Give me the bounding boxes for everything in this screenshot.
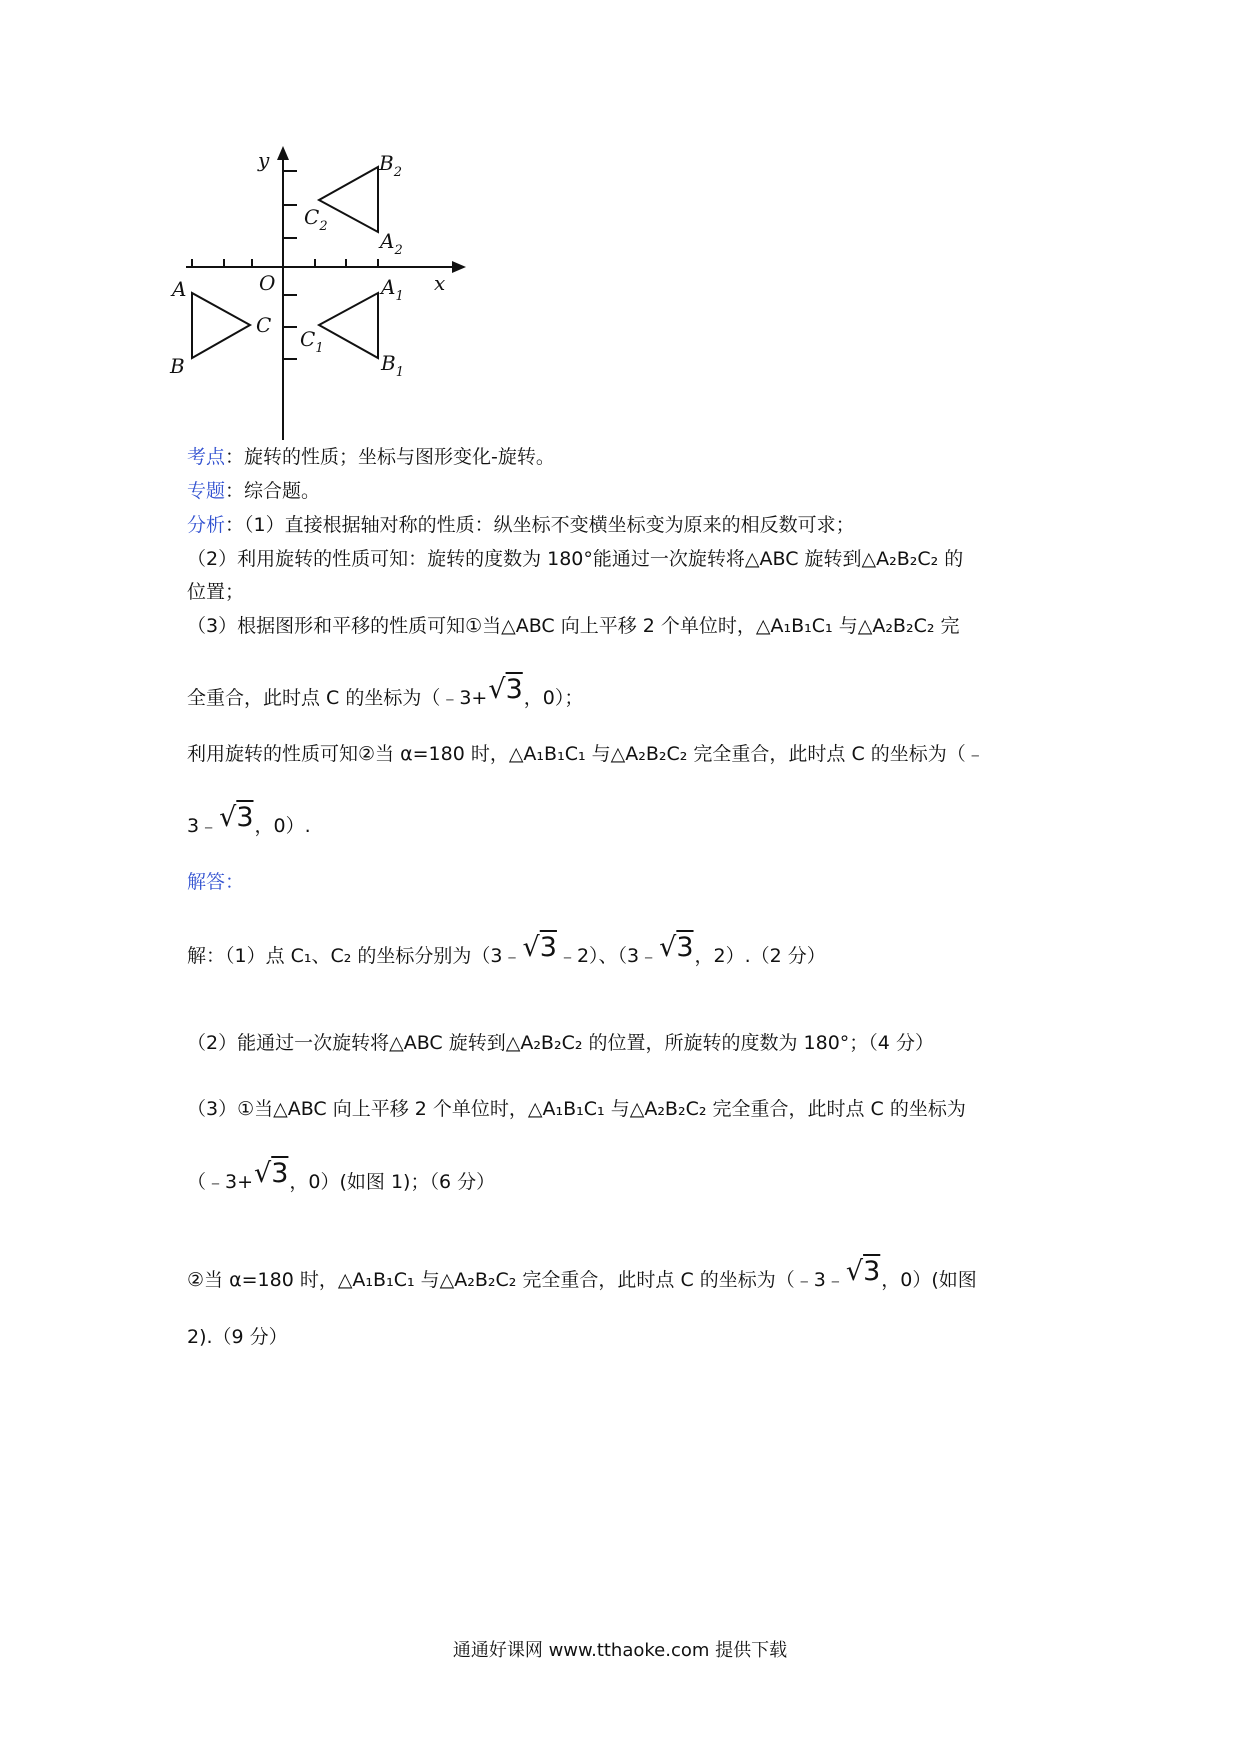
kaodian-text: ：旋转的性质；坐标与图形变化-旋转。 <box>225 446 555 468</box>
kaodian-line <box>187 445 555 469</box>
label-a1: $A_1$ <box>381 275 404 304</box>
coordinate-diagram <box>170 148 526 440</box>
jieda-label: 解答： <box>187 871 245 893</box>
sqrt-3: √3 <box>488 674 523 705</box>
triangle-a1b1c1 <box>319 293 378 358</box>
jieda-line-2: （2）能通过一次旋转将△ABC 旋转到△A₂B₂C₂ 的位置，所旋转的度数为 180°；（4 分） <box>187 1032 934 1054</box>
fenxi-line-5: 全重合，此时点 C 的坐标为（﹣3+√3，0）； <box>187 674 584 709</box>
label-b: B <box>170 354 185 378</box>
label-a: A <box>172 277 187 301</box>
sqrt-3: √3 <box>219 802 254 833</box>
y-ticks <box>283 171 297 359</box>
kaodian-label: 考点 <box>187 446 226 468</box>
fenxi-line-6: 利用旋转的性质可知②当 α=180 时，△A₁B₁C₁ 与△A₂B₂C₂ 完全重合，此时点 C 的坐标为（﹣ <box>187 743 985 765</box>
sqrt-3: √3 <box>522 932 557 963</box>
fenxi-line-4: （3）根据图形和平移的性质可知①当△ABC 向上平移 2 个单位时，△A₁B₁C₁ 与△A₂B₂C₂ 完 <box>187 615 960 637</box>
label-c1: $C_1$ <box>300 327 324 356</box>
jieda-line-4: （﹣3+√3，0）(如图 1)；（6 分） <box>187 1158 496 1193</box>
fenxi-text-1: ：（1）直接根据轴对称的性质：纵坐标不变横坐标变为原来的相反数可求； <box>225 514 855 536</box>
fenxi-line-1 <box>187 513 855 537</box>
zhuanti-text: ：综合题。 <box>225 480 321 502</box>
x-axis-arrow <box>452 261 466 273</box>
jieda-line-1: 解：（1）点 C₁、C₂ 的坐标分别为（3﹣√3﹣2）、（3﹣√3，2）.（2 分） <box>187 932 826 967</box>
fenxi-line-3: 位置； <box>187 581 245 603</box>
label-b1: $B_1$ <box>381 351 404 380</box>
x-axis-label: x <box>434 271 446 295</box>
y-axis-label: y <box>258 148 270 172</box>
label-a2: $A_2$ <box>380 229 403 258</box>
zhuanti-line <box>187 479 320 503</box>
fenxi-line-7: 3﹣√3，0）. <box>187 802 311 837</box>
label-b2: $B_2$ <box>379 151 402 180</box>
x-ticks <box>192 259 378 267</box>
triangle-abc <box>192 293 250 358</box>
triangle-a2b2c2 <box>319 167 378 232</box>
sqrt-3: √3 <box>254 1158 289 1189</box>
zhuanti-label: 专题 <box>187 480 226 502</box>
jieda-line-6: 2).（9 分） <box>187 1326 288 1348</box>
y-axis-arrow <box>277 146 289 160</box>
sqrt-3: √3 <box>845 1256 881 1287</box>
fenxi-label: 分析 <box>187 514 226 536</box>
footer-text: 通通好课网 www.tthaoke.com 提供下载 <box>452 1640 788 1661</box>
label-c: C <box>256 313 272 337</box>
jieda-line-5: ②当 α=180 时，△A₁B₁C₁ 与△A₂B₂C₂ 完全重合，此时点 C 的坐标为（﹣3﹣√3，0）(如图 <box>187 1256 977 1291</box>
jieda-line-3: （3）①当△ABC 向上平移 2 个单位时，△A₁B₁C₁ 与△A₂B₂C₂ 完全重合，此时点 C 的坐标为 <box>187 1098 966 1120</box>
origin-label: O <box>259 271 276 295</box>
sqrt-3: √3 <box>659 932 694 963</box>
fenxi-line-2: （2）利用旋转的性质可知：旋转的度数为 180°能通过一次旋转将△ABC 旋转到△A₂B₂C₂ 的 <box>187 548 964 570</box>
label-c2: $C_2$ <box>304 205 328 234</box>
